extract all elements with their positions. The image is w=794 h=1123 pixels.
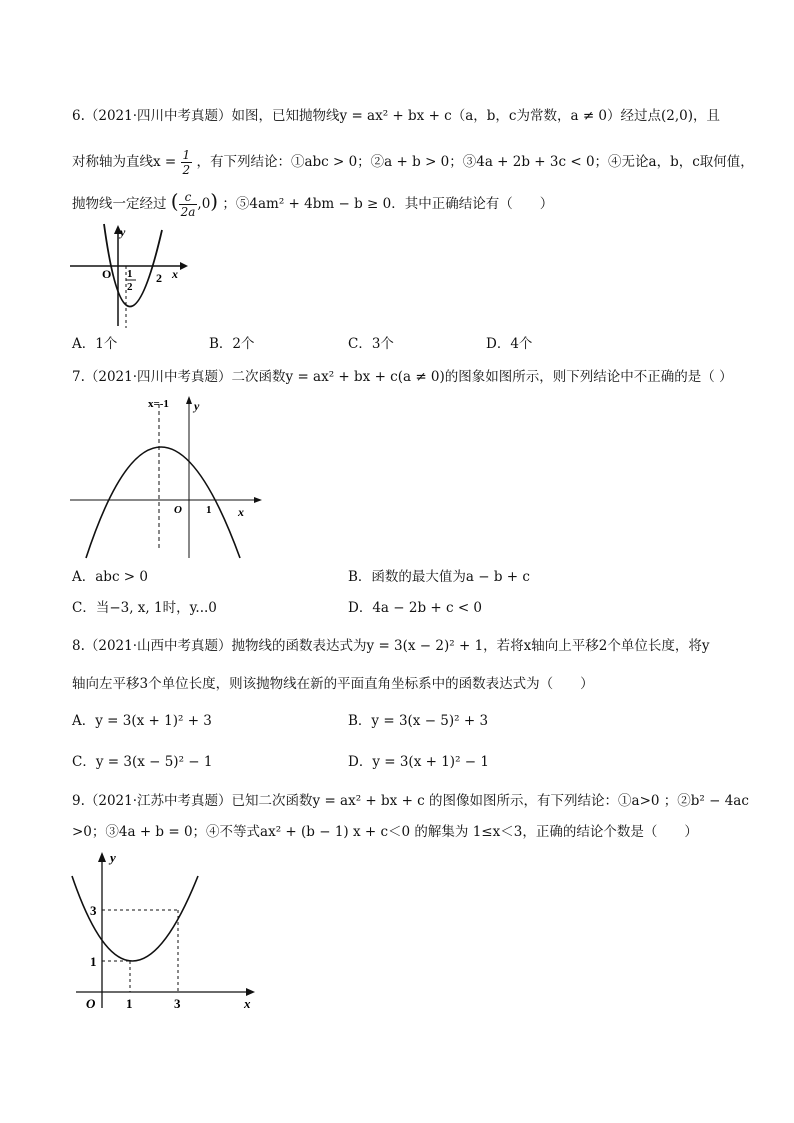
- q6-figure: [70, 222, 190, 332]
- q6-fig-half-den: 2: [127, 281, 133, 293]
- q6-fig-half-num: 1: [127, 268, 133, 280]
- q6-line3-post: ；⑤4am² + 4bm − b ≥ 0．其中正确结论有（ ）: [222, 196, 554, 212]
- q9-fig-y-label: y: [110, 850, 116, 865]
- q6-fraction-half: $\frac{1}{2}$: [182, 148, 191, 177]
- q7-option-d: D．4a − 2b + c < 0: [348, 600, 483, 616]
- q7-figure: [68, 392, 268, 560]
- q9-line1: 9.（2021·江苏中考真题）已知二次函数y = ax² + bx + c 的图像如图所示，有下列结论：①a>0 ；②b² − 4ac: [72, 793, 749, 809]
- q9-figure: [68, 848, 268, 1016]
- q6-fig-two: 2: [156, 271, 162, 285]
- q6-option-b: B．2个: [209, 336, 255, 352]
- q6-fig-y-label: y: [120, 225, 126, 239]
- q9-fig-origin: O: [86, 996, 96, 1011]
- q9-fig-x-label: x: [244, 996, 251, 1011]
- q6-option-d: D．4个: [486, 336, 533, 352]
- q7-fig-y-label: y: [194, 399, 200, 413]
- q9-line2: >0；③4a + b = 0；④不等式ax² + (b − 1) x + c＜0 的解集为 1≤x＜3，正确的结论个数是（ ）: [72, 824, 698, 840]
- q7-fig-origin: O: [174, 504, 182, 516]
- q6-option-a: A．1个: [72, 336, 118, 352]
- q9-fig-x-one: 1: [126, 996, 133, 1011]
- q8-option-c: C．y = 3(x − 5)² − 1: [72, 754, 213, 770]
- q6-line1: 6.（2021·四川中考真题）如图，已知抛物线y = ax² + bx + c（a，b，c为常数，a ≠ 0）经过点(2,0)，且: [72, 108, 721, 124]
- q6-line2-pre: 对称轴为直线x =: [72, 154, 177, 170]
- q7-option-b: B．函数的最大值为a − b + c: [348, 569, 530, 585]
- q7-line1: 7.（2021·四川中考真题）二次函数y = ax² + bx + c(a ≠ 0)的图象如图所示，则下列结论中不正确的是（ ）: [72, 369, 733, 385]
- q6-fraction-c-2a: $\frac{c}{2a}$: [180, 190, 196, 219]
- q7-fig-one: 1: [206, 504, 212, 516]
- q9-fig-y-three: 3: [90, 903, 97, 918]
- q8-line1: 8.（2021·山西中考真题）抛物线的函数表达式为y = 3(x − 2)² + 1，若将x轴向上平移2个单位长度，将y: [72, 638, 710, 654]
- q6-fig-x-label: x: [172, 267, 178, 281]
- q8-option-b: B．y = 3(x − 5)² + 3: [348, 713, 489, 729]
- q7-option-a: A．abc > 0: [72, 569, 148, 585]
- q7-option-c: C．当−3, x, 1时，y...0: [72, 600, 217, 616]
- q6-line2: [72, 148, 754, 177]
- q8-option-d: D．y = 3(x + 1)² − 1: [348, 754, 489, 770]
- q9-fig-x-three: 3: [174, 996, 181, 1011]
- q6-option-c: C．3个: [348, 336, 394, 352]
- q6-line3-pre: 抛物线一定经过: [72, 196, 167, 212]
- q8-line2: 轴向左平移3个单位长度，则该抛物线在新的平面直角坐标系中的函数表达式为（ ）: [72, 676, 594, 692]
- q6-line3: 抛物线一定经过 ( $\frac{c}{2a}$ ,0) ；⑤4am² + 4bm − b ≥ 0．其中正确结论有（ ）: [72, 189, 554, 219]
- q7-fig-x-label: x: [238, 505, 244, 519]
- q6-fig-origin: O: [102, 267, 112, 281]
- q9-fig-y-one: 1: [90, 954, 97, 969]
- q8-option-a: A．y = 3(x + 1)² + 3: [72, 713, 212, 729]
- q6-line2-post: ，有下列结论：①abc > 0；②a + b > 0；③4a + 2b + 3c < 0；④无论a，b，c取何值，: [196, 154, 754, 170]
- q7-fig-axis-label: x=-1: [148, 398, 169, 410]
